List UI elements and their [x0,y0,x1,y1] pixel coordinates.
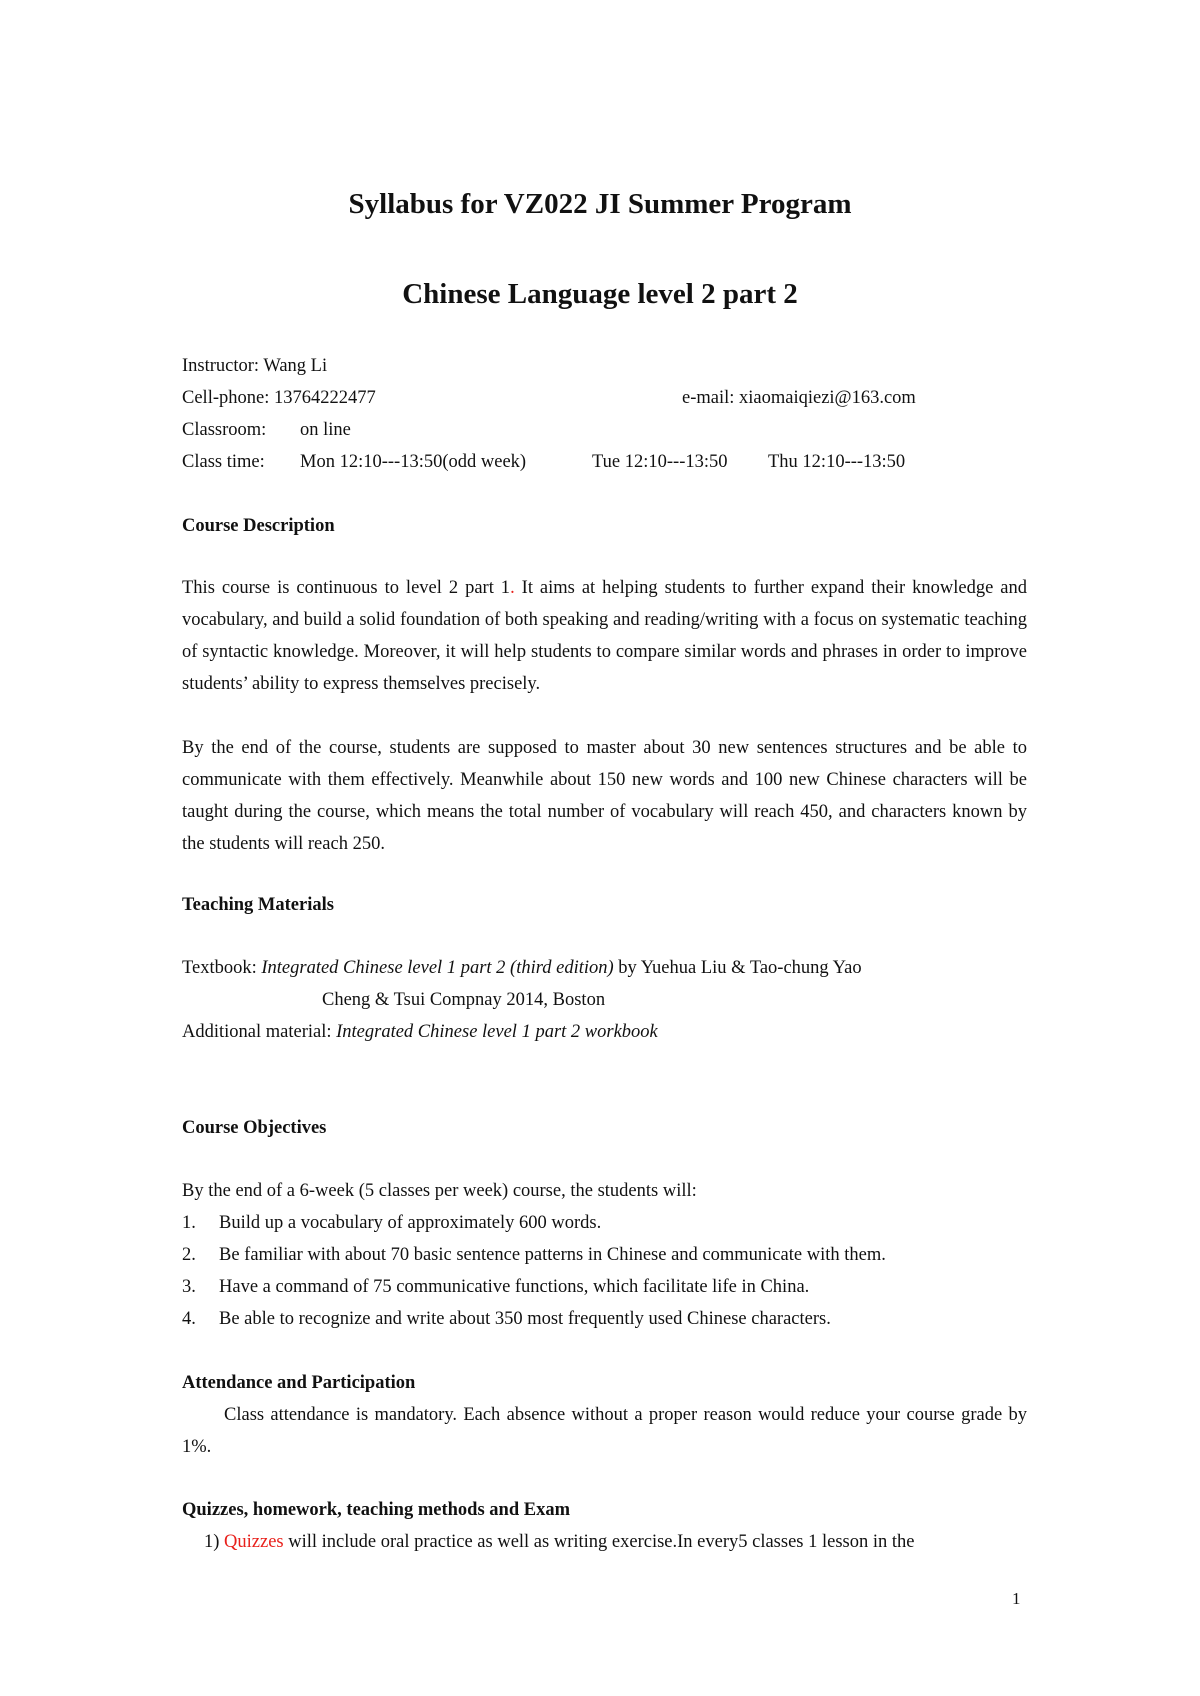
course-description-paragraph-1 [182,572,1027,700]
document-subtitle: Chinese Language level 2 part 2 [402,278,798,310]
course-description-p1-part2: It aims at helping students to further expand their knowledge and vocabulary, and build a solid foundation of both speaking and reading/writing with a focus on systematic teaching of syntactic knowledge. Moreover, it will help students to compare similar words and phrases in order to improve students’ ability to express themselves precisely. [182,578,1027,694]
document-title: Syllabus for VZ022 JI Summer Program [348,188,852,220]
additional-material-line [182,1020,658,1044]
quizzes-heading: Quizzes, homework, teaching methods and Exam [182,1500,570,1520]
objective-item [182,1243,886,1267]
teaching-materials-heading: Teaching Materials [182,895,334,915]
objective-text: Build up a vocabulary of approximately 600 words. [219,1213,602,1233]
page-number: 1 [1012,1589,1021,1608]
textbook-line [182,956,862,980]
classroom-label: Classroom: [182,420,267,440]
course-objectives-heading: Course Objectives [182,1118,327,1138]
additional-material-title: Integrated Chinese level 1 part 2 workbook [336,1022,658,1042]
publisher-line: Cheng & Tsui Compnay 2014, Boston [322,990,606,1010]
course-description-paragraph-2: By the end of the course, students are supposed to master about 30 new sentences structures and be able to communicate with them effectively. Meanwhile about 150 new words and 100 new Chinese characters will be taught during the course, which means the total number of vocabulary will reach 450, and characters known by the students will reach 250. [182,738,1027,854]
classtime-tue: Tue 12:10---13:50 [592,452,728,472]
objective-item [182,1307,831,1331]
email-line: e-mail: xiaomaiqiezi@163.com [682,388,916,408]
attendance-heading: Attendance and Participation [182,1373,416,1393]
attendance-paragraph: Class attendance is mandatory. Each absence without a proper reason would reduce your course grade by 1%. [182,1405,1027,1457]
quizzes-item-highlight: Quizzes [224,1532,284,1552]
textbook-authors: by Yuehua Liu & Tao-chung Yao [613,958,862,978]
objective-item [182,1275,809,1299]
textbook-title: Integrated Chinese level 1 part 2 (third edition) [261,958,614,978]
objective-item [182,1211,601,1235]
classtime-thu: Thu 12:10---13:50 [768,452,906,472]
objective-text: Have a command of 75 communicative functions, which facilitate life in China. [219,1277,810,1297]
additional-material-label: Additional material: [182,1022,337,1042]
course-description-p1-part1: This course is continuous to level 2 part 1 [182,578,511,598]
course-description-p1-red-dot: . [510,578,515,598]
classtime-mon: Mon 12:10---13:50(odd week) [300,452,527,472]
course-description-heading: Course Description [182,516,335,536]
textbook-label: Textbook: [182,958,262,978]
quizzes-item [204,1530,914,1554]
classroom-value: on line [300,420,351,440]
objective-number: 2. [182,1245,196,1265]
cellphone-line: Cell-phone: 13764222477 [182,388,376,408]
objective-number: 4. [182,1309,196,1329]
objective-text: Be familiar with about 70 basic sentence patterns in Chinese and communicate with them. [219,1245,886,1265]
objective-number: 3. [182,1277,196,1297]
objective-number: 1. [182,1213,196,1233]
classtime-label: Class time: [182,452,265,472]
course-objectives-intro: By the end of a 6-week (5 classes per week) course, the students will: [182,1181,697,1201]
quizzes-item-number: 1) [204,1532,220,1552]
quizzes-item-text: will include oral practice as well as writing exercise.In every5 classes 1 lesson in the [283,1532,915,1552]
objective-text: Be able to recognize and write about 350 most frequently used Chinese characters. [219,1309,831,1329]
instructor-line: Instructor: Wang Li [182,356,328,376]
